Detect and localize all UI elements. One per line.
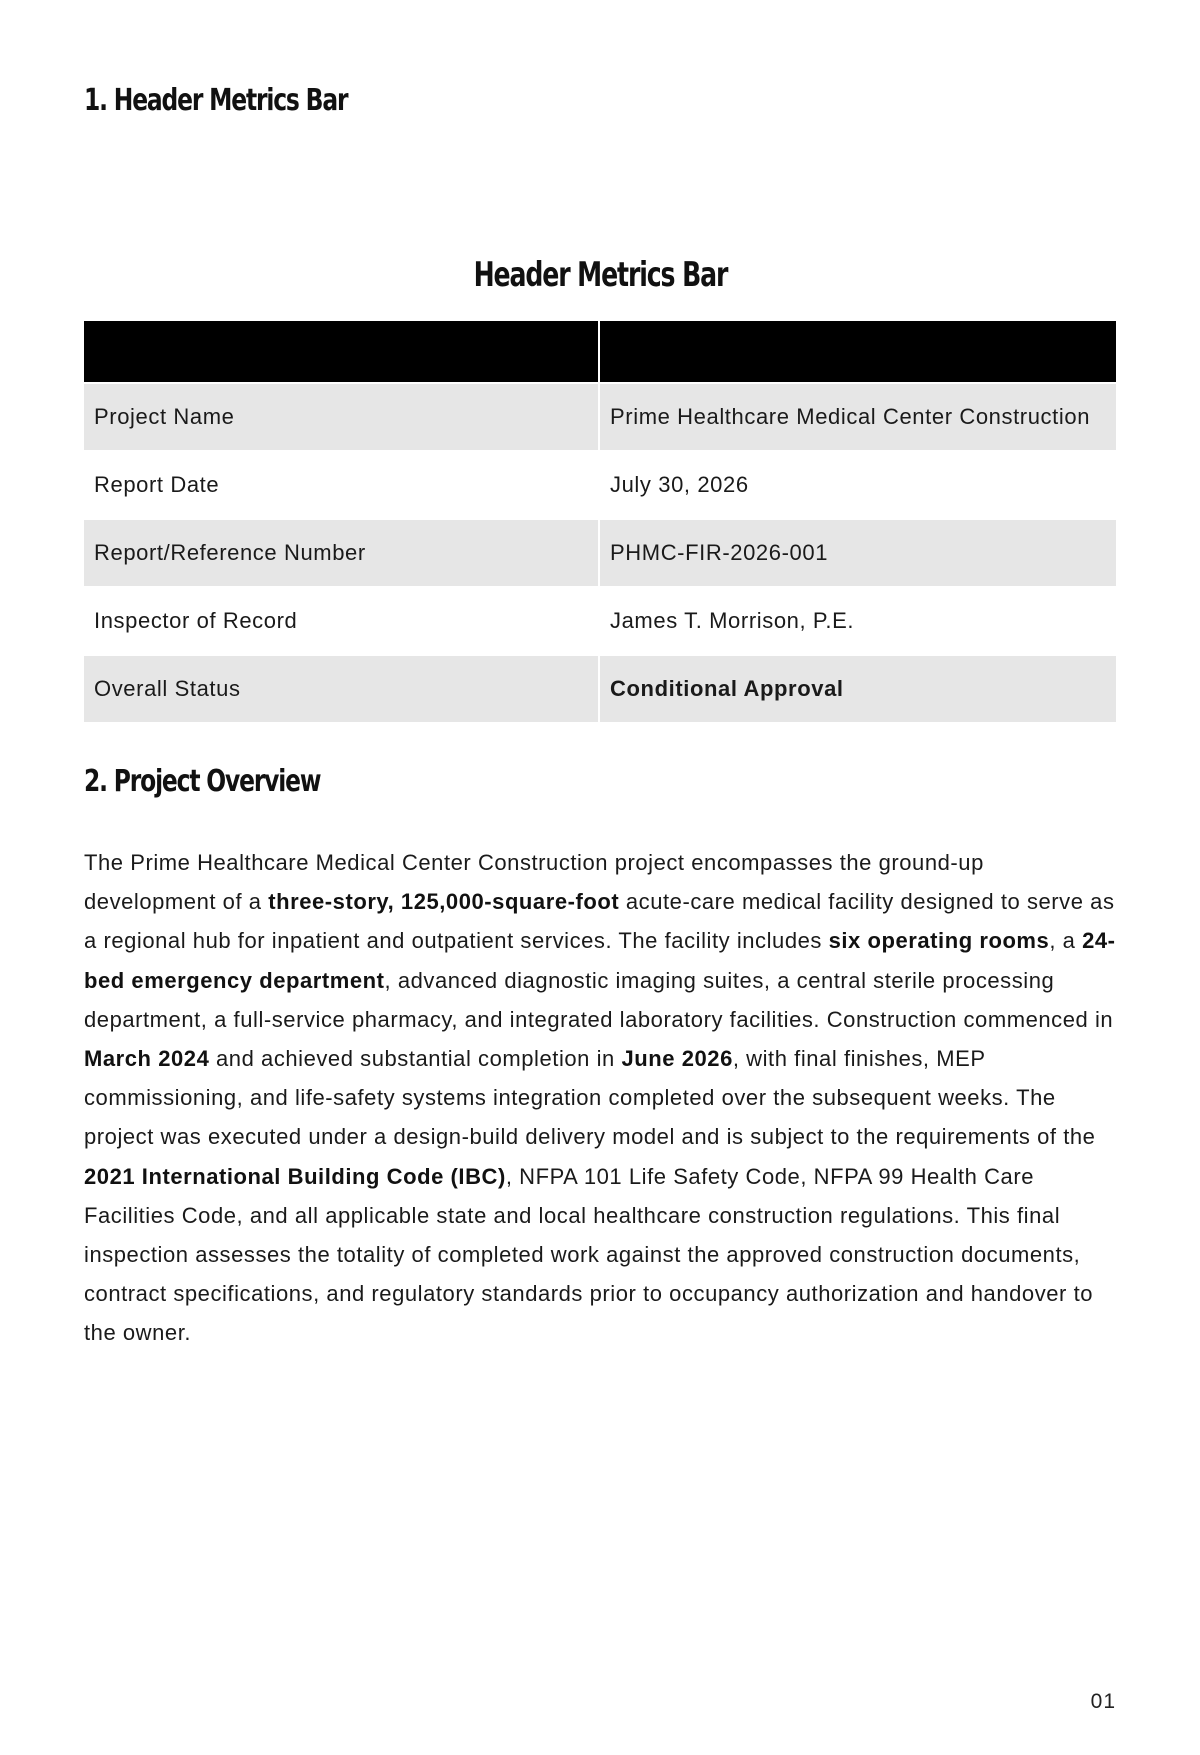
section-heading-project-overview: 2. Project Overview (84, 764, 321, 799)
overview-text-1: The Prime Healthcare Medical Center Construction project encompasses the ground-up development of a (84, 850, 984, 915)
row-label-reference-number: Report/Reference Number (84, 519, 599, 587)
table-row (84, 587, 1116, 655)
table-row (84, 383, 1116, 451)
overview-text-3: , a (1049, 928, 1083, 954)
table-row (84, 655, 1116, 722)
row-label-project-name: Project Name (84, 383, 599, 451)
table-header-row (84, 321, 1116, 383)
row-value-report-date: July 30, 2026 (599, 451, 1116, 519)
table-row (84, 451, 1116, 519)
metrics-table-title (84, 255, 1116, 295)
table-header-cell-1 (84, 321, 599, 383)
row-label-overall-status: Overall Status (84, 655, 599, 722)
project-overview-paragraph (84, 843, 1116, 1353)
metrics-table-title-text: Header Metrics Bar (473, 255, 727, 295)
row-label-inspector: Inspector of Record (84, 587, 599, 655)
overview-text-4: , advanced diagnostic imaging suites, a central sterile processing department, a full-service pharmacy, and integrated laboratory facilities. Construction commenced in (84, 967, 1114, 1032)
section-heading-header-metrics: 1. Header Metrics Bar (84, 83, 348, 118)
overview-bold-completion-date: June 2026 (621, 1046, 733, 1072)
table-header-cell-2 (599, 321, 1116, 383)
overview-text-6: , with final finishes, MEP commissioning, and life-safety systems integration completed over the subsequent weeks. The project was executed under a design-build delivery model and is subject to the requirements of the (84, 1046, 1096, 1150)
header-metrics-table (84, 321, 1116, 722)
row-label-report-date: Report Date (84, 451, 599, 519)
row-value-overall-status: Conditional Approval (599, 655, 1116, 722)
overview-bold-facility-size: three-story, 125,000-square-foot (268, 889, 620, 915)
row-value-reference-number: PHMC-FIR-2026-001 (599, 519, 1116, 587)
overview-text-2: acute-care medical facility designed to serve as a regional hub for inpatient and outpatient services. The facility includes (84, 889, 1115, 954)
overview-bold-building-code: 2021 International Building Code (IBC) (84, 1163, 506, 1189)
overview-text-5: and achieved substantial completion in (209, 1046, 622, 1072)
table-row (84, 519, 1116, 587)
row-value-inspector: James T. Morrison, P.E. (599, 587, 1116, 655)
overview-bold-operating-rooms: six operating rooms (828, 928, 1050, 954)
overview-bold-emergency-department: 24-bed emergency department (84, 928, 1116, 993)
overview-text-7: , NFPA 101 Life Safety Code, NFPA 99 Health Care Facilities Code, and all applicable state and local healthcare construction regulations. This final inspection assesses the totality of completed work against the approved construction documents, contract specifications, and regulatory standards prior to occupancy authorization and handover to the owner. (84, 1163, 1094, 1346)
page-number: 01 (1090, 1690, 1116, 1713)
row-value-project-name: Prime Healthcare Medical Center Construction (599, 383, 1116, 451)
overview-bold-start-date: March 2024 (84, 1046, 210, 1072)
